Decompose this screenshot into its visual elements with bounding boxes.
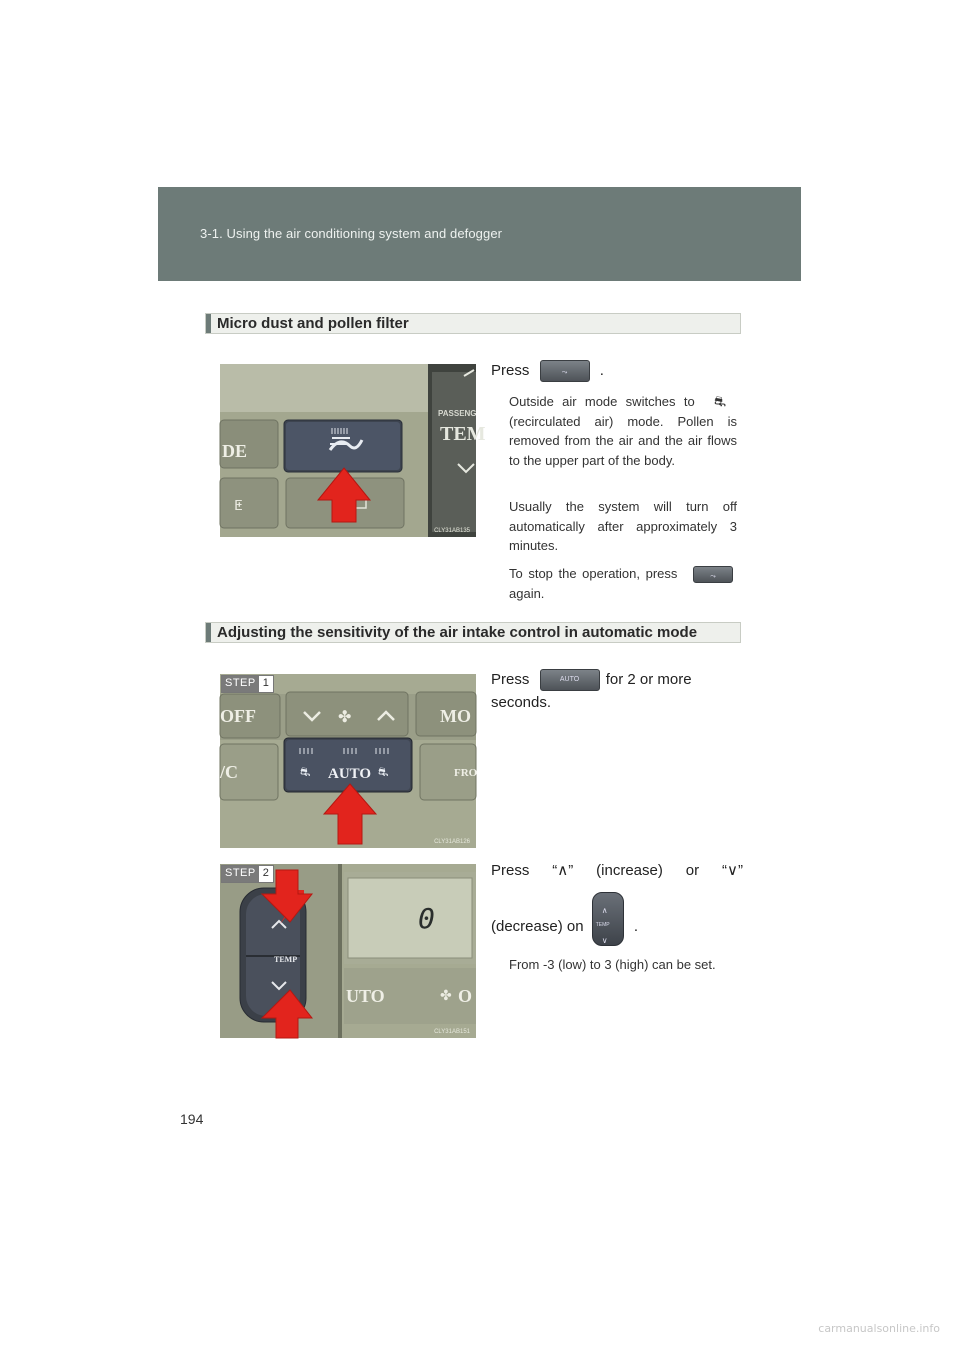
- watermark: carmanualsonline.info: [818, 1322, 940, 1335]
- photo-illustration: [220, 864, 476, 1038]
- svg-text:MO: MO: [440, 706, 471, 726]
- svg-text:ⵟ: ⵟ: [234, 497, 243, 513]
- image-code: CLY31AB135: [434, 528, 470, 534]
- svg-text:DE: DE: [222, 441, 248, 461]
- svg-text:/C: /C: [220, 762, 238, 782]
- filter-note-1: Outside air mode switches to ⛐ (recirculated air) mode. Pollen is removed from the air and the air flows to the upper part of the body.: [509, 393, 737, 468]
- auto-button-photo: [220, 674, 476, 848]
- temp-switch-icon: ∧ TEMP ∨: [592, 892, 624, 946]
- image-code: CLY31AB151: [434, 1029, 470, 1035]
- svg-text:TEMP: TEMP: [274, 955, 298, 964]
- svg-text:✤: ✤: [338, 709, 352, 726]
- section-heading-micro-dust: [205, 313, 741, 334]
- step-2-note: From -3 (low) to 3 (high) can be set.: [509, 957, 716, 972]
- section-title: Adjusting the sensitivity of the air intake control in automatic mode: [217, 624, 698, 641]
- step-1-instruction: Press AUTO for 2 or more seconds.: [491, 671, 692, 712]
- filter-note-2: Usually the system will turn off automatically after approximately 3 minutes.: [509, 499, 737, 553]
- svg-text:UTO: UTO: [346, 986, 385, 1006]
- filter-button-icon: ⤳: [540, 360, 590, 382]
- step-2-instruction-line2: (decrease) on ∧ TEMP ∨ .: [491, 908, 743, 946]
- section-heading-air-intake: [205, 622, 741, 643]
- photo-illustration: [220, 674, 476, 848]
- svg-text:✤: ✤: [440, 987, 452, 1003]
- filter-button-photo: [220, 364, 486, 537]
- svg-text:FRO: FRO: [454, 767, 478, 779]
- page-number: 194: [180, 1111, 204, 1127]
- chapter-header: [158, 187, 801, 281]
- temp-switch-photo: [220, 864, 476, 1038]
- svg-text:PASSENG: PASSENG: [438, 409, 477, 418]
- svg-text:TEM: TEM: [440, 423, 486, 445]
- step-2-badge: STEP 2: [221, 865, 274, 883]
- section-title: Micro dust and pollen filter: [217, 315, 409, 332]
- photo-illustration: [220, 364, 486, 537]
- svg-text:AUTO: AUTO: [328, 766, 372, 782]
- filter-button-icon-small: ⤳: [693, 566, 733, 583]
- svg-text:O: O: [458, 986, 473, 1006]
- svg-text:OFF: OFF: [220, 706, 256, 726]
- svg-text:⛐: ⛐: [378, 765, 389, 779]
- chapter-title: 3-1. Using the air conditioning system and defogger: [200, 226, 503, 241]
- svg-text:⛐: ⛐: [300, 765, 311, 779]
- filter-note-3: To stop the operation, press ⤳ again.: [509, 564, 737, 603]
- svg-text:0: 0: [418, 902, 435, 935]
- image-code: CLY31AB126: [434, 839, 470, 845]
- auto-button-icon: AUTO: [540, 669, 600, 691]
- recirculated-air-icon: ⛐: [713, 393, 727, 409]
- press-instruction: Press ⤳ .: [491, 359, 741, 382]
- step-2-instruction-line1: Press “∧” (increase) or “∨”: [491, 862, 743, 879]
- step-1-badge: STEP 1: [221, 675, 274, 693]
